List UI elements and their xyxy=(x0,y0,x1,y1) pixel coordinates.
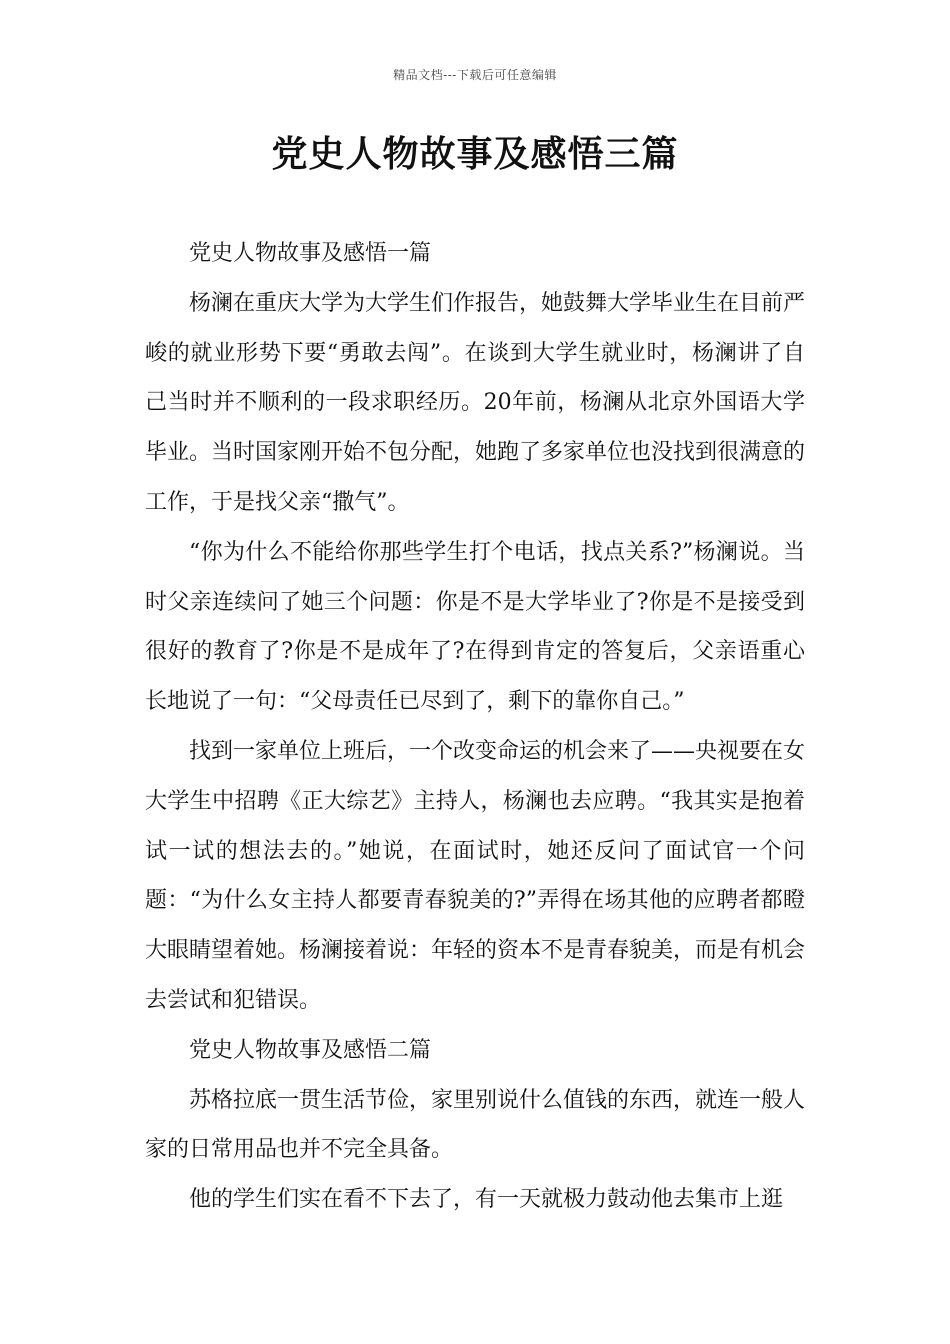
paragraph: 他的学生们实在看不下去了，有一天就极力鼓动他去集市上逛 xyxy=(189,1187,784,1213)
paragraph: “你为什么不能给你那些学生打个电话，找点关系?”杨澜说。当时父亲连续问了她三个问题：你是不是大学毕业了?你是不是接受到很好的教育了?你是不是成年了?在得到肯定的答复后，父亲语重心长地说了一句：“父母责任已尽到了，剩下的靠你自己。” xyxy=(145,539,805,715)
paragraph: 苏格拉底一贯生活节俭，家里别说什么值钱的东西，就连一般人家的日常用品也并不完全具备。 xyxy=(145,1087,806,1163)
paragraph: 找到一家单位上班后，一个改变命运的机会来了——央视要在女大学生中招聘《正大综艺》主持人，杨澜也去应聘。“我其实是抱着试一试的想法去的。”她说，在面试时，她还反问了面试官一个问题：“为什么女主持人都要青春貌美的?”弄得在场其他的应聘者都瞪大眼睛望着她。杨澜接着说：年轻的资本不是青春貌美，而是有机会去尝试和犯错误。 xyxy=(145,738,806,1013)
document-body xyxy=(145,229,805,1225)
section-heading-2: 党史人物故事及感悟二篇 xyxy=(189,1037,432,1063)
paragraph: 杨澜在重庆大学为大学生们作报告，她鼓舞大学毕业生在目前严峻的就业形势下要“勇敢去闯”。在谈到大学生就业时，杨澜讲了自己当时并不顺利的一段求职经历。20年前，杨澜从北京外国语大学毕业。当时国家刚开始不包分配，她跑了多家单位也没找到很满意的工作，于是找父亲“撒气”。 xyxy=(145,290,806,515)
section-heading-1: 党史人物故事及感悟一篇 xyxy=(189,241,432,266)
document-title: 党史人物故事及感悟三篇 xyxy=(271,133,679,175)
page-header: 精品文档---下载后可任意编辑 xyxy=(393,68,557,82)
